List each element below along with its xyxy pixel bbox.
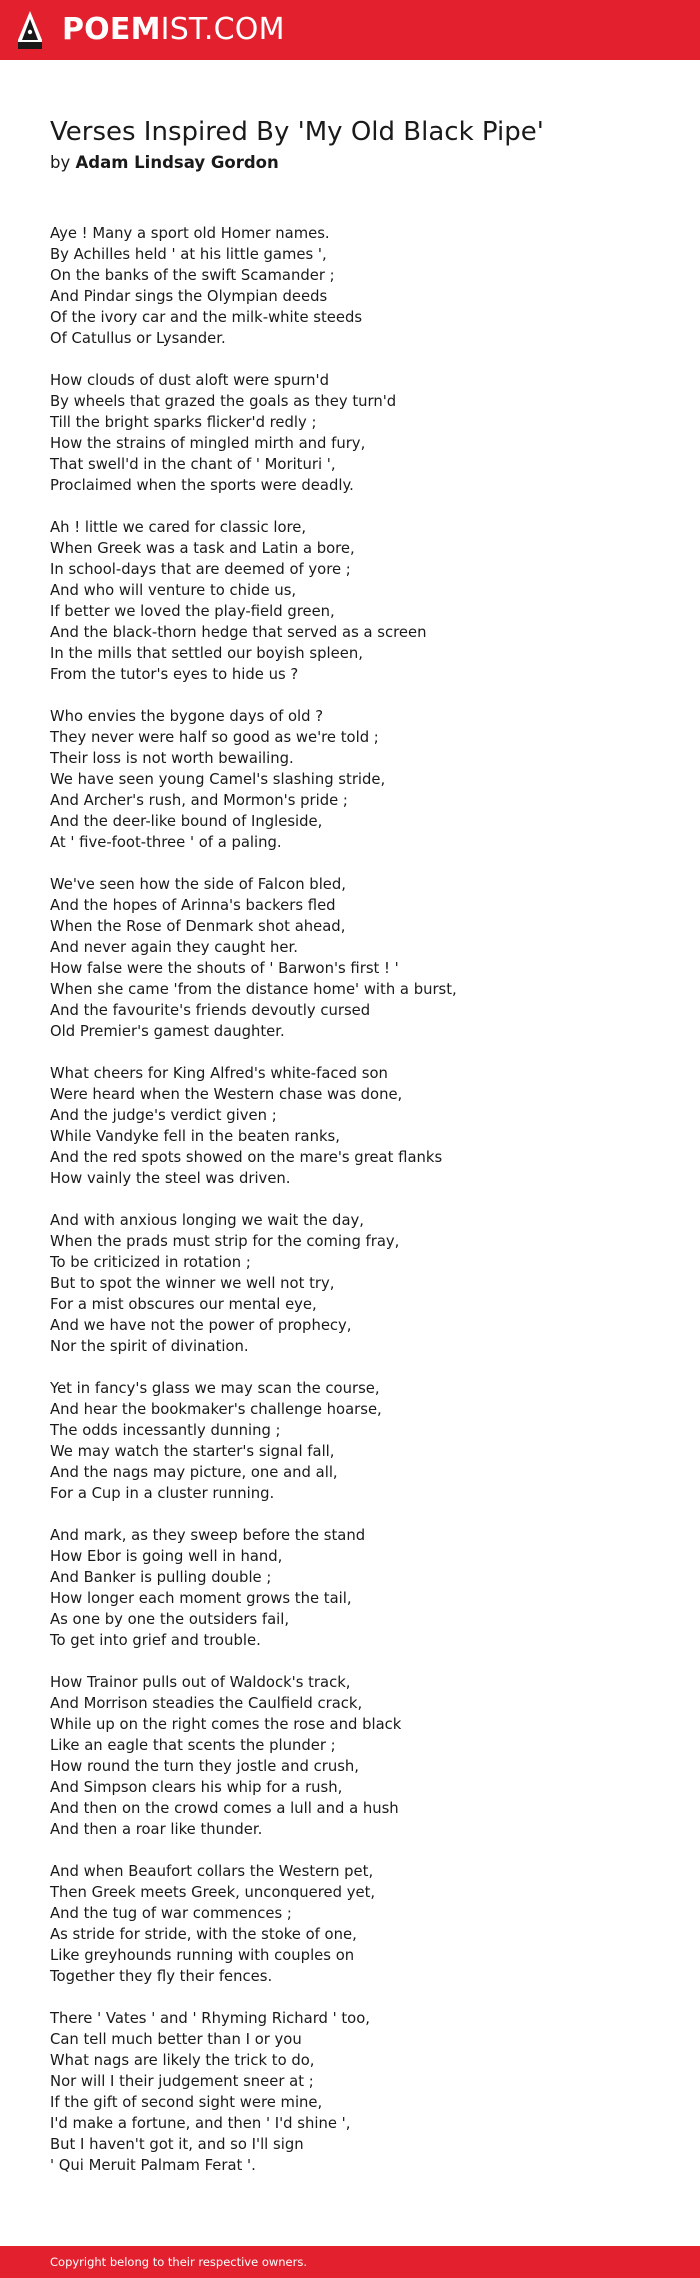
poem-line: And we have not the power of prophecy, — [50, 1317, 352, 1334]
poem-line: And then on the crowd comes a lull and a hush — [50, 1800, 399, 1817]
poem-line: On the banks of the swift Scamander ; — [50, 267, 335, 284]
poem-line: By wheels that grazed the goals as they turn'd — [50, 393, 397, 410]
site-footer — [0, 2246, 700, 2278]
stanza — [50, 874, 660, 1042]
poem-line: And hear the bookmaker's challenge hoarse, — [50, 1401, 382, 1418]
stanza — [50, 223, 660, 349]
poem-line: When Greek was a task and Latin a bore, — [50, 540, 355, 557]
poem-line: And when Beaufort collars the Western pet, — [50, 1863, 374, 1880]
poem-line: And never again they caught her. — [50, 939, 298, 956]
poem-line: And the red spots showed on the mare's great flanks — [50, 1149, 443, 1166]
poem-line: That swell'd in the chant of ' Morituri ', — [50, 456, 336, 473]
poem-line: And mark, as they sweep before the stand — [50, 1527, 366, 1544]
stanza — [50, 1378, 660, 1504]
poem-line: How false were the shouts of ' Barwon's first ! ' — [50, 960, 399, 977]
logo-link[interactable] — [0, 0, 285, 60]
poem-body — [50, 223, 660, 2176]
author-link[interactable]: Adam Lindsay Gordon — [75, 153, 279, 172]
poem-line: And the nags may picture, one and all, — [50, 1464, 338, 1481]
poem-line: How the strains of mingled mirth and fury, — [50, 435, 366, 452]
poem-line: And who will venture to chide us, — [50, 582, 297, 599]
poem-line: And with anxious longing we wait the day, — [50, 1212, 364, 1229]
poem-line: We have seen young Camel's slashing stride, — [50, 771, 386, 788]
poem-line: If the gift of second sight were mine, — [50, 2094, 323, 2111]
poem-line: Aye ! Many a sport old Homer names. — [50, 225, 330, 242]
stanza — [50, 370, 660, 496]
poem-line: But to spot the winner we well not try, — [50, 1275, 335, 1292]
poem-line: Who envies the bygone days of old ? — [50, 708, 324, 725]
by-label: by — [50, 153, 71, 172]
poem-line: We may watch the starter's signal fall, — [50, 1443, 335, 1460]
poem-line: By Achilles held ' at his little games ', — [50, 246, 327, 263]
poem-line: ' Qui Meruit Palmam Ferat '. — [50, 2157, 256, 2174]
poem-line: Can tell much better than I or you — [50, 2031, 302, 2048]
poem-line: When the prads must strip for the coming fray, — [50, 1233, 400, 1250]
poem-line: There ' Vates ' and ' Rhyming Richard ' too, — [50, 2010, 370, 2027]
stanza — [50, 1861, 660, 1987]
pen-nib-icon — [17, 10, 43, 50]
poem-line: Were heard when the Western chase was done, — [50, 1086, 403, 1103]
poem-line: And the deer-like bound of Ingleside, — [50, 813, 323, 830]
poem-line: I'd make a fortune, and then ' I'd shine ', — [50, 2115, 351, 2132]
poem-line: But I haven't got it, and so I'll sign — [50, 2136, 304, 2153]
poem-line: And Pindar sings the Olympian deeds — [50, 288, 328, 305]
poem-line: And the hopes of Arinna's backers fled — [50, 897, 336, 914]
poem-line: And the judge's verdict given ; — [50, 1107, 277, 1124]
poem-line: And then a roar like thunder. — [50, 1821, 263, 1838]
poem-line: Old Premier's gamest daughter. — [50, 1023, 285, 1040]
poem-line: How Ebor is going well in hand, — [50, 1548, 283, 1565]
poem-line: For a Cup in a cluster running. — [50, 1485, 275, 1502]
byline — [50, 152, 660, 174]
poem-line: Like greyhounds running with couples on — [50, 1947, 355, 1964]
brand-light: IST.COM — [160, 12, 285, 47]
poem-line: To be criticized in rotation ; — [50, 1254, 251, 1271]
poem-line: And Morrison steadies the Caulfield crack, — [50, 1695, 363, 1712]
poem-title: Verses Inspired By 'My Old Black Pipe' — [50, 117, 544, 147]
poem-line: How round the turn they jostle and crush, — [50, 1758, 359, 1775]
poem-line: How Trainor pulls out of Waldock's track, — [50, 1674, 351, 1691]
poem-line: How clouds of dust aloft were spurn'd — [50, 372, 330, 389]
poem-line: Till the bright sparks flicker'd redly ; — [50, 414, 317, 431]
poem-line: And Banker is pulling double ; — [50, 1569, 272, 1586]
stanza — [50, 1210, 660, 1357]
poem-line: Proclaimed when the sports were deadly. — [50, 477, 354, 494]
copyright-text: Copyright belong to their respective owners. — [50, 2255, 308, 2269]
poem-line: What cheers for King Alfred's white-faced son — [50, 1065, 388, 1082]
poem-line: If better we loved the play-field green, — [50, 603, 335, 620]
poem-line: While Vandyke fell in the beaten ranks, — [50, 1128, 340, 1145]
poem-line: For a mist obscures our mental eye, — [50, 1296, 317, 1313]
poem-line: Nor will I their judgement sneer at ; — [50, 2073, 314, 2090]
poem-line: Together they fly their fences. — [50, 1968, 273, 1985]
poem-line: To get into grief and trouble. — [50, 1632, 261, 1649]
poem-line: When the Rose of Denmark shot ahead, — [50, 918, 346, 935]
stanza — [50, 1672, 660, 1840]
poem-line: While up on the right comes the rose and black — [50, 1716, 402, 1733]
poem-line: When she came 'from the distance home' with a burst, — [50, 981, 457, 998]
stanza — [50, 1063, 660, 1189]
poem-line: The odds incessantly dunning ; — [50, 1422, 281, 1439]
poem-line: How longer each moment grows the tail, — [50, 1590, 352, 1607]
stanza — [50, 2008, 660, 2176]
poem-line: At ' five-foot-three ' of a paling. — [50, 834, 282, 851]
poem-line: Of Catullus or Lysander. — [50, 330, 226, 347]
poem-line: And Archer's rush, and Mormon's pride ; — [50, 792, 348, 809]
poem-line: Like an eagle that scents the plunder ; — [50, 1737, 336, 1754]
stanza — [50, 706, 660, 853]
poem-line: Their loss is not worth bewailing. — [50, 750, 294, 767]
poem-line: And the tug of war commences ; — [50, 1905, 292, 1922]
poem-line: And Simpson clears his whip for a rush, — [50, 1779, 343, 1796]
site-logo-text — [62, 13, 285, 47]
poem-line: Ah ! little we cared for classic lore, — [50, 519, 307, 536]
poem-line: What nags are likely the trick to do, — [50, 2052, 315, 2069]
stanza — [50, 1525, 660, 1651]
poem-line: From the tutor's eyes to hide us ? — [50, 666, 299, 683]
poem-line: In school-days that are deemed of yore ; — [50, 561, 351, 578]
poem-line: They never were half so good as we're told ; — [50, 729, 379, 746]
poem-line: And the black-thorn hedge that served as a screen — [50, 624, 427, 641]
poem-line: How vainly the steel was driven. — [50, 1170, 291, 1187]
poem-article — [50, 116, 660, 2197]
stanza — [50, 517, 660, 685]
poem-line: As stride for stride, with the stoke of one, — [50, 1926, 357, 1943]
poem-line: And the favourite's friends devoutly cursed — [50, 1002, 371, 1019]
brand-bold: POEM — [62, 12, 161, 47]
poem-line: Nor the spirit of divination. — [50, 1338, 249, 1355]
poem-line: Then Greek meets Greek, unconquered yet, — [50, 1884, 376, 1901]
site-header — [0, 0, 700, 60]
poem-line: Of the ivory car and the milk-white steeds — [50, 309, 363, 326]
poem-line: As one by one the outsiders fail, — [50, 1611, 290, 1628]
poem-line: In the mills that settled our boyish spleen, — [50, 645, 363, 662]
poem-line: We've seen how the side of Falcon bled, — [50, 876, 347, 893]
poem-line: Yet in fancy's glass we may scan the course, — [50, 1380, 380, 1397]
